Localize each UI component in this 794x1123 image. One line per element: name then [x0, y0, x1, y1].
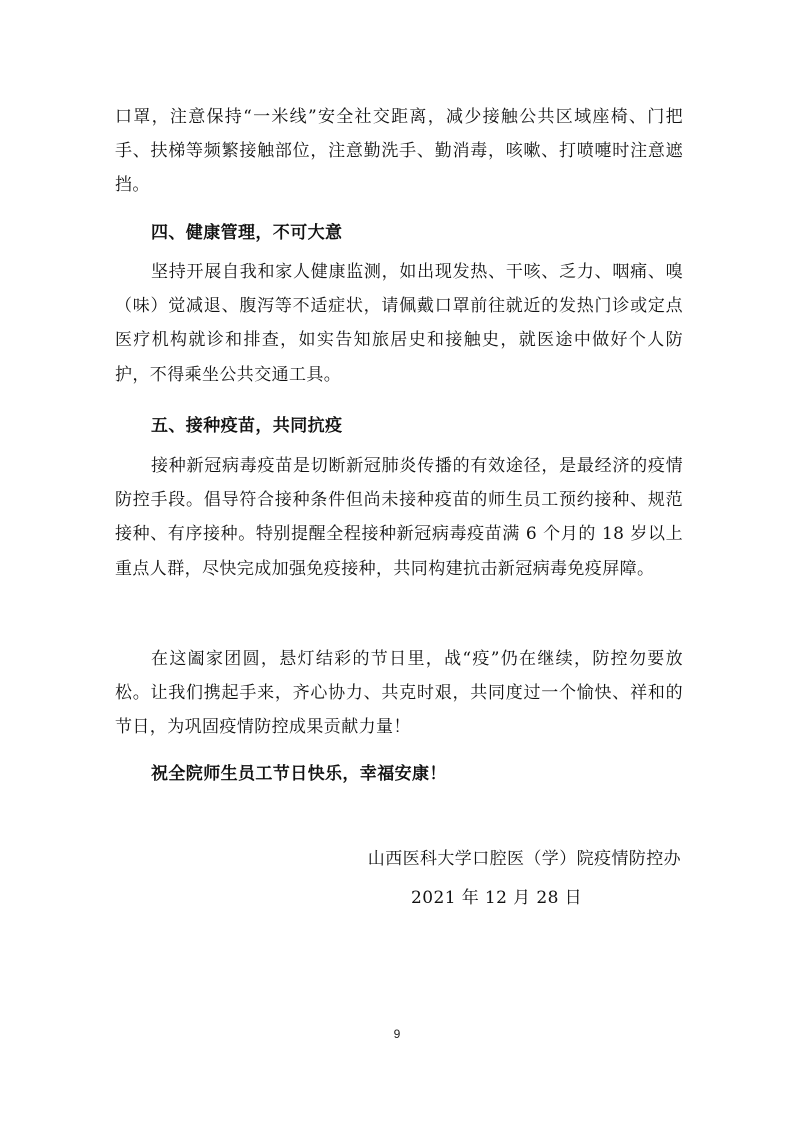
signature-organization: 山西医科大学口腔医（学）院疫情防控办 [367, 849, 681, 869]
page-number: 9 [393, 1027, 401, 1041]
closing-wishes: 祝全院师生员工节日快乐，幸福安康！ [151, 764, 447, 784]
heading-vaccination: 五、接种疫苗，共同抗疫 [151, 416, 343, 436]
signature-date: 2021 年 12 月 28 日 [411, 888, 582, 908]
paragraph-festival-appeal: 在这阖家团圆，悬灯结彩的节日里，战“疫”仍在继续，防控勿要放松。让我们携起手来，齐心协力、共克时艰，共同度过一个愉快、祥和的节日，为巩固疫情防控成果贡献力量！ [115, 649, 683, 738]
paragraph-masks-distance: 口罩，注意保持“一米线”安全社交距离，减少接触公共区域座椅、门把手、扶梯等频繁接触部位，注意勤洗手、勤消毒，咳嗽、打喷嚏时注意遮挡。 [115, 107, 683, 196]
heading-health-management: 四、健康管理，不可大意 [151, 223, 343, 243]
paragraph-health-monitoring: 坚持开展自我和家人健康监测，如出现发热、干咳、乏力、咽痛、嗅（味）觉减退、腹泻等不适症状，请佩戴口罩前往就近的发热门诊或定点医疗机构就诊和排查，如实告知旅居史和接触史，就医途中做好个人防护，不得乘坐公共交通工具。 [115, 262, 683, 385]
paragraph-vaccination: 接种新冠病毒疫苗是切断新冠肺炎传播的有效途径，是最经济的疫情防控手段。倡导符合接种条件但尚未接种疫苗的师生员工预约接种、规范接种、有序接种。特别提醒全程接种新冠病毒疫苗满 6 个月的 18 岁以上重点人群，尽快完成加强免疫接种，共同构建抗击新冠病毒免疫屏障。 [115, 456, 683, 579]
